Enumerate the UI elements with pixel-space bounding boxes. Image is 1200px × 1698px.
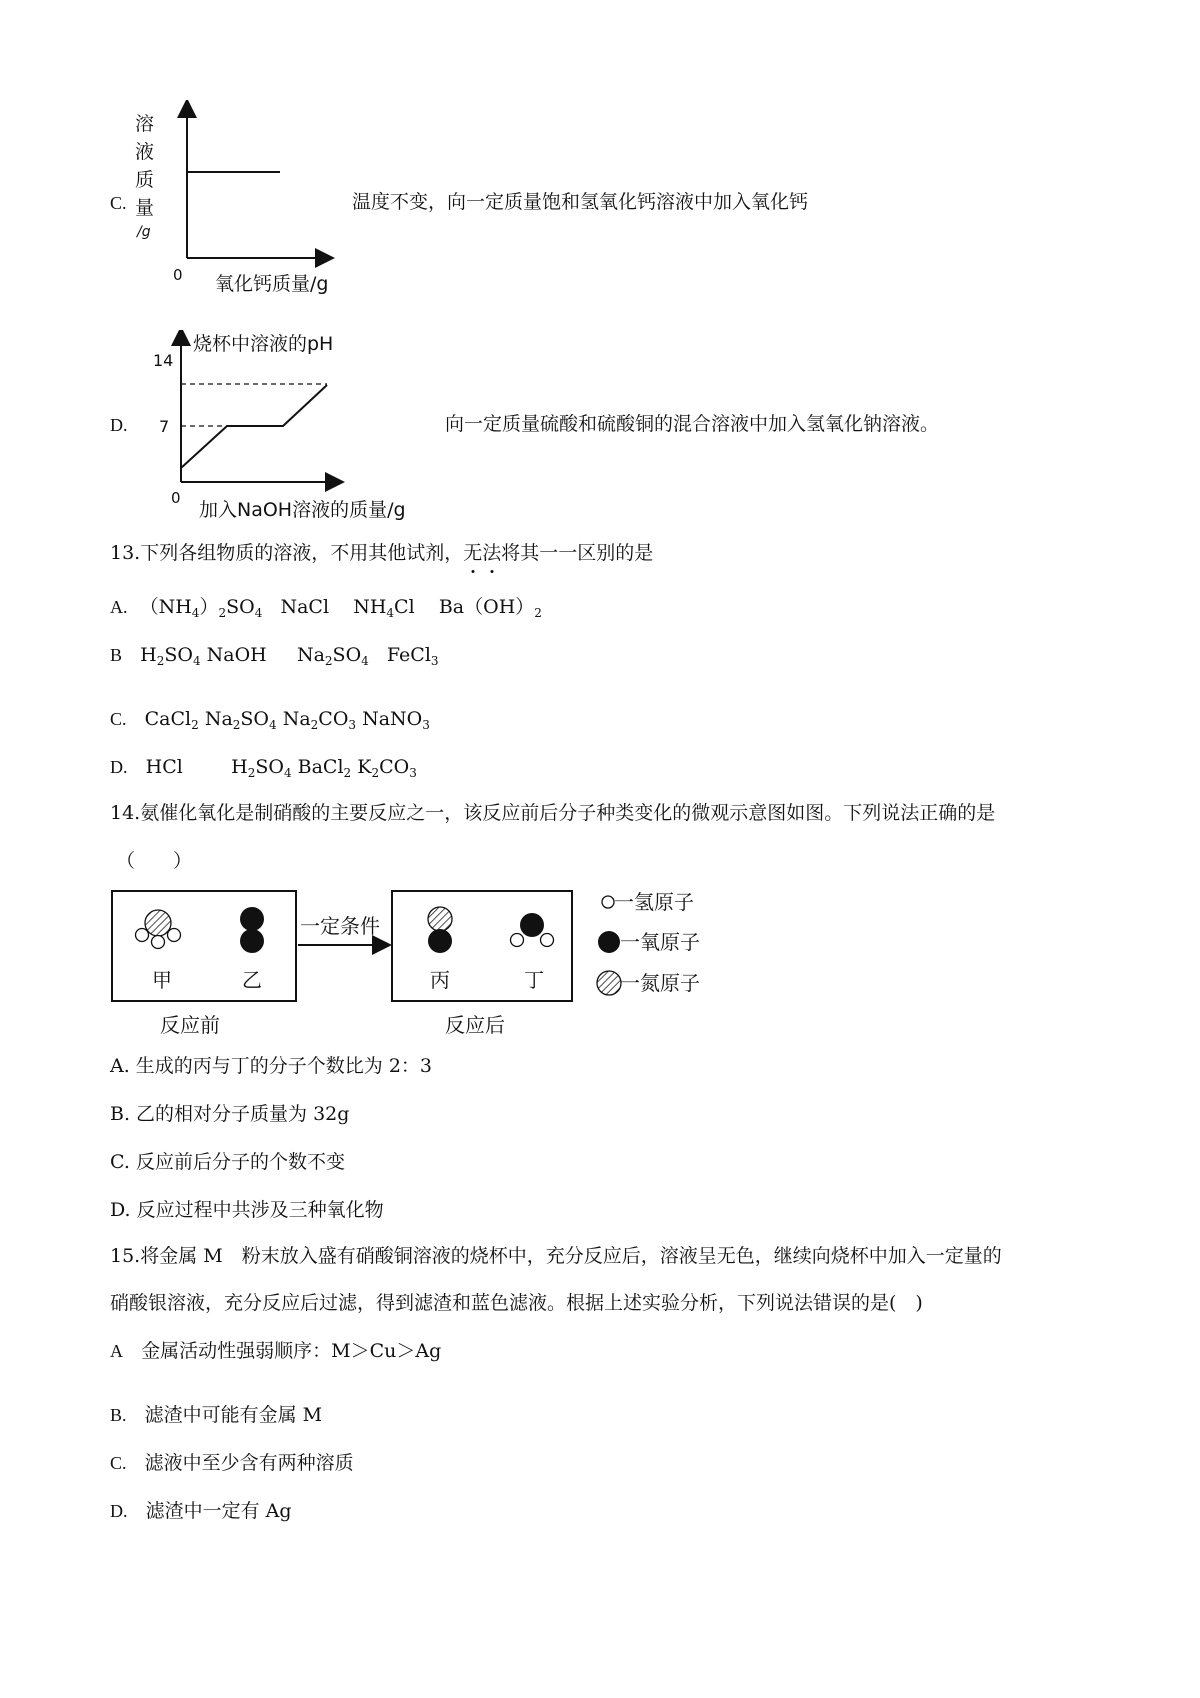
ylabel-unit: /g	[137, 224, 151, 240]
option-label: B	[110, 645, 123, 665]
xlabel: 加入NaOH溶液的质量/g	[199, 499, 406, 521]
option-label: A.	[110, 597, 128, 617]
q14-option-b: B. 乙的相对分子质量为 32g	[110, 1103, 350, 1125]
q15-option-c	[110, 1452, 354, 1475]
option-text: 金属活动性强弱顺序：M＞Cu＞Ag	[141, 1340, 442, 1362]
label-jia: 甲	[152, 968, 172, 992]
ph-graph	[145, 330, 465, 525]
label-ding: 丁	[524, 968, 544, 992]
q13-stem-emph-1: 无	[463, 542, 483, 564]
q15-stem-line-2: 硝酸银溶液，充分反应后过滤，得到滤渣和蓝色滤液。根据上述实验分析，下列说法错误的是( )	[110, 1292, 923, 1314]
ylabel-char-3: 质	[135, 169, 155, 191]
option-c-label: C.	[110, 193, 127, 213]
tick-7: 7	[159, 417, 170, 436]
option-label: D.	[110, 757, 128, 777]
xlabel: 氧化钙质量/g	[215, 273, 329, 295]
ylabel: 烧杯中溶液的pH	[193, 333, 334, 355]
reaction-diagram	[100, 885, 740, 1045]
q15-option-d	[110, 1500, 292, 1523]
option-text: 滤渣中可能有金属 M	[144, 1404, 323, 1426]
option-label: D.	[110, 1501, 128, 1521]
ylabel-char-1: 溶	[135, 113, 155, 135]
nitric-oxide-molecule	[428, 907, 452, 953]
q13-stem-post: 将其一一区别的是	[501, 542, 654, 564]
q14-paren: （ ）	[116, 850, 193, 872]
option-label: C.	[110, 709, 127, 729]
q14-option-a: A. 生成的丙与丁的分子个数比为 2：3	[110, 1055, 433, 1077]
option-d-text: 向一定质量硫酸和硫酸铜的混合溶液中加入氢氧化钠溶液。	[445, 413, 940, 435]
q13-stem-emph-2: 法	[482, 542, 502, 564]
q13-option-b: B $H_2SO_4$ NaOH $Na_2SO_4$ FeCl$_3$	[110, 644, 439, 668]
q13-option-c: C. CaCl$_2$ $Na_2SO_4$ $Na_2CO_3$ NaNO$_3$	[110, 708, 430, 732]
water-molecule	[511, 913, 554, 947]
q13-option-d: D. HCl $H_2SO_4$ BaCl$_2$ $K_2CO_3$	[110, 756, 417, 780]
q14-option-c: C. 反应前后分子的个数不变	[110, 1151, 345, 1173]
q14-option-d: D. 反应过程中共涉及三种氧化物	[110, 1199, 384, 1221]
oxygen-legend-icon	[598, 931, 620, 953]
option-c-text: 温度不变，向一定质量饱和氢氧化钙溶液中加入氧化钙	[352, 191, 809, 213]
q13-stem-pre: 13.下列各组物质的溶液，不用其他试剂，	[110, 542, 464, 564]
q13-stem	[110, 542, 653, 565]
before-box	[112, 891, 296, 1001]
legend-nitrogen: 一氮原子	[620, 971, 700, 995]
tick-14: 14	[153, 351, 174, 370]
q13-option-a: A. $(NH_4)_2SO_4$ NaCl $NH_4Cl$ $Ba(OH)_2$	[110, 596, 542, 620]
q15-stem-line-1: 15.将金属 M 粉末放入盛有硝酸铜溶液的烧杯中，充分反应后，溶液呈无色，继续向烧杯中加入一定量的	[110, 1245, 1002, 1267]
option-label: B.	[110, 1405, 127, 1425]
label-yi: 乙	[242, 968, 262, 992]
q15-option-b	[110, 1404, 322, 1427]
option-label: C.	[110, 1453, 127, 1473]
solution-mass-graph	[125, 100, 365, 300]
nitrogen-legend-icon	[597, 971, 621, 995]
condition-label: 一定条件	[300, 914, 380, 938]
legend-hydrogen: 一氢原子	[614, 890, 694, 914]
ammonia-molecule	[136, 910, 181, 949]
ylabel-char-4: 量	[135, 197, 155, 219]
oxygen-molecule	[240, 907, 264, 953]
option-label: A	[110, 1341, 123, 1361]
q15-option-a	[110, 1340, 441, 1363]
option-text: 滤渣中一定有 Ag	[145, 1500, 292, 1522]
before-label: 反应前	[160, 1013, 220, 1037]
label-bing: 丙	[430, 968, 450, 992]
origin-label: 0	[171, 489, 181, 507]
q14-stem: 14.氨催化氧化是制硝酸的主要反应之一，该反应前后分子种类变化的微观示意图如图。下列说法正确的是	[110, 802, 996, 824]
after-label: 反应后	[445, 1013, 505, 1037]
origin-label: 0	[173, 266, 183, 284]
ylabel-char-2: 液	[135, 141, 155, 163]
option-text: 滤液中至少含有两种溶质	[144, 1452, 354, 1474]
option-d-label: D.	[110, 415, 128, 435]
legend-oxygen: 一氧原子	[620, 930, 700, 954]
hydrogen-legend-icon	[602, 896, 614, 908]
